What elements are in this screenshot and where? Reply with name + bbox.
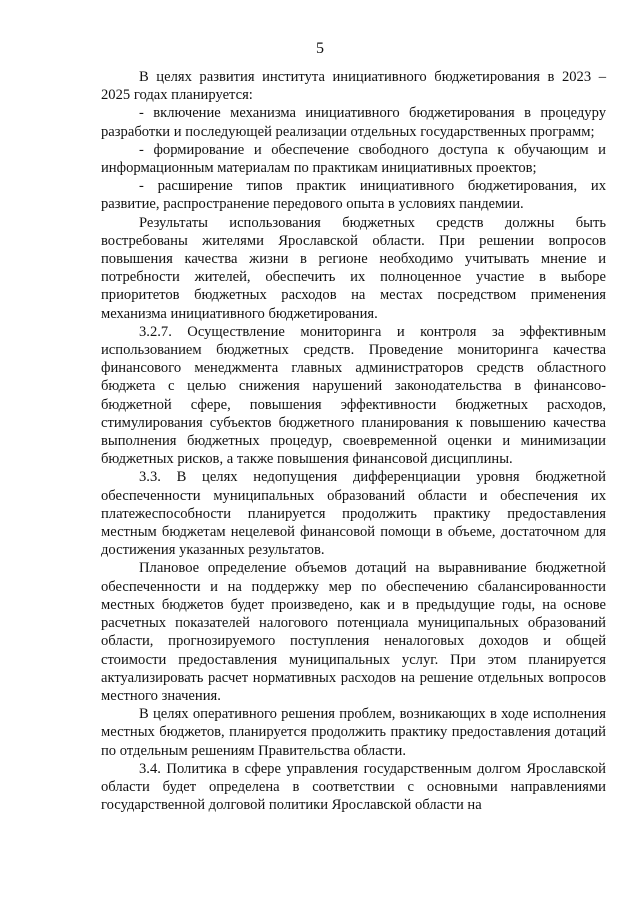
paragraph-initiative-budgeting-intro: В целях развития института инициативного бюджетирования в 2023 – 2025 годах планируется:: [101, 69, 606, 104]
page-number: 5: [316, 40, 324, 57]
paragraph-operational-solutions: В целях оперативного решения проблем, возникающих в ходе исполнения местных бюджетов, планируется продолжить практику предоставления дотаций по отдельным решениям Правительства области.: [101, 706, 606, 759]
paragraph-subsidy-planning: Плановое определение объемов дотаций на выравнивание бюджетной обеспеченности и на поддержку мер по обеспечению сбалансированности местных бюджетов будет произведено, как и в предыдущие годы, на основе расчетных показателей налогового потенциала муниципальных образований области, прогнозируемого поступления неналоговых доходов и общей стоимости предоставления муниципальных услуг. При этом планируется актуализировать расчет нормативных расходов на решение отдельных вопросов местного значения.: [101, 560, 606, 704]
paragraph-section-3-2-7: 3.2.7. Осуществление мониторинга и контроля за эффективным использованием бюджетных средств. Проведение мониторинга качества финансового менеджмента главных администраторов средств областного бюджета с целью снижения нарушений законодательства в финансово-бюджетной сфере, повышения эффективности бюджетных расходов, стимулирования субъектов бюджетного планирования к повышению качества выполнения бюджетных процедур, своевременной оценки и минимизации бюджетных рисков, а также повышения финансовой дисциплины.: [101, 323, 606, 468]
list-item-practice-expansion: - расширение типов практик инициативного бюджетирования, их развитие, распространение передового опыта в условиях пандемии.: [101, 178, 606, 213]
paragraph-section-3-3: 3.3. В целях недопущения дифференциации уровня бюджетной обеспеченности муниципальных образований области и обеспечения их платежеспособности планируется продолжить практику предоставления местным бюджетам нецелевой финансовой помощи в объеме, достаточном для достижения указанных результатов.: [101, 469, 606, 559]
list-item-training-materials: - формирование и обеспечение свободного доступа к обучающим и информационным материалам по практикам инициативных проектов;: [101, 141, 606, 177]
paragraph-section-3-4: 3.4. Политика в сфере управления государственным долгом Ярославской области будет определена в соответствии с основными направлениями государственной долговой политики Ярославской области на: [101, 760, 606, 814]
list-item-mechanism-inclusion: - включение механизма инициативного бюджетирования в процедуру разработки и последующей реализации отдельных государственных программ;: [101, 105, 606, 140]
document-body: [101, 68, 606, 814]
paragraph-results-usage: Результаты использования бюджетных средств должны быть востребованы жителями Ярославской области. При решении вопросов повышения качества жизни в регионе необходимо учитывать мнение и потребности жителей, обеспечить их полноценное участие в выборе приоритетов бюджетных расходов на местах посредством применения механизма инициативного бюджетирования.: [101, 214, 606, 322]
